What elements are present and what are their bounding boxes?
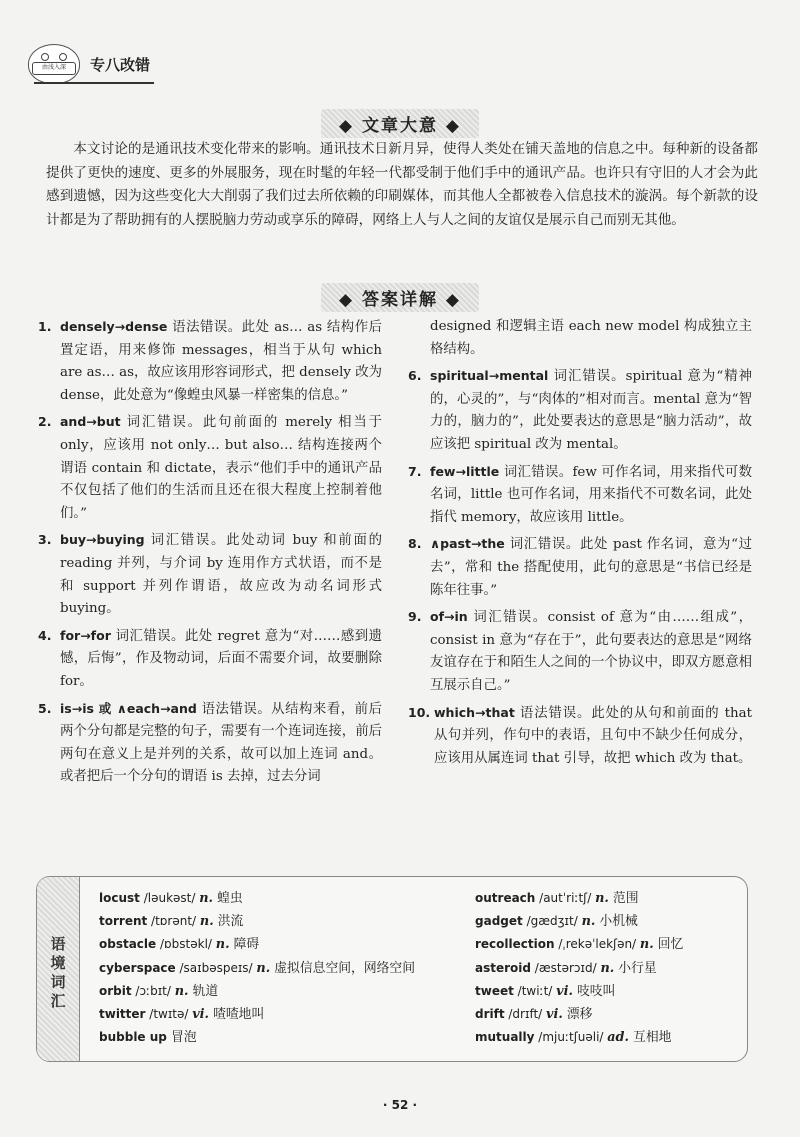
- vocab-entry: [475, 980, 735, 1003]
- vocab-meaning: 吱吱叫: [572, 983, 616, 999]
- vocab-meaning: 冒泡: [166, 1030, 197, 1046]
- answer-explanation: 词汇错误。此句前面的 merely 相当于 only，应该用 not only… but also… 结构连接两个谓语 contain 和 dictate，表示“他们手中的通讯产品不仅包括了他们的生活而且还在很大程度上控制着他们。”: [60, 415, 382, 521]
- answer-correction: is→is 或 ∧each→and: [60, 700, 197, 716]
- vocab-word: cyberspace: [99, 960, 176, 975]
- vocab-meaning: 洪流: [213, 914, 244, 930]
- vocab-pos: n.: [595, 891, 609, 906]
- answer-correction: densely→dense: [60, 319, 168, 334]
- answer-correction: buy→buying: [60, 532, 145, 548]
- vocab-word: bubble up: [99, 1030, 167, 1045]
- vocab-phonetic: /ɒbstəkl/: [156, 937, 216, 952]
- answer-number: 10.: [408, 704, 431, 720]
- vocabulary-label: 语境词汇: [50, 935, 66, 1010]
- answer-number: 9.: [408, 609, 422, 625]
- answer-correction: for→for: [60, 627, 111, 643]
- answer-correction: ∧past→the: [430, 536, 505, 552]
- answer-number: 2.: [38, 414, 52, 430]
- answer-item-5-continued: designed 和逻辑主语 each new model 构成独立主格结构。: [430, 319, 752, 357]
- vocab-pos: n.: [199, 914, 214, 930]
- answer-item-9: [408, 606, 752, 697]
- vocab-entry: [99, 1026, 459, 1049]
- vocab-word: recollection: [475, 937, 555, 952]
- answer-number: 1.: [38, 319, 52, 334]
- vocab-phonetic: /twiːt/: [513, 983, 557, 998]
- vocabulary-box: [36, 876, 748, 1062]
- vocab-entry: [99, 1003, 459, 1026]
- answer-number: 4.: [38, 627, 52, 643]
- vocab-pos: n.: [600, 960, 615, 976]
- answer-number: 5.: [38, 700, 52, 716]
- page-header: [28, 44, 150, 84]
- vocab-right-column: [475, 887, 735, 1049]
- vocab-entry: [475, 887, 735, 910]
- vocab-word: mutually: [475, 1030, 535, 1045]
- vocab-phonetic: /æstərɔɪd/: [530, 960, 601, 975]
- vocab-meaning: 小行星: [614, 960, 657, 976]
- vocab-word: asteroid: [475, 960, 531, 975]
- vocab-phonetic: /ləukəst/: [139, 891, 200, 905]
- mascot-logo-icon: [28, 44, 80, 84]
- header-underline: [34, 82, 154, 84]
- answers-title: ◆ 答案详解 ◆: [321, 283, 479, 312]
- vocab-phonetic: /ɔːbɪt/: [131, 983, 175, 998]
- vocab-pos: n.: [639, 937, 654, 953]
- answer-explanation: 词汇错误。此处 regret 意为“对……感到遗憾，后悔”，作及物动词，后面不需要介词，故要删除 for。: [60, 628, 382, 689]
- vocab-phonetic: /tɒrənt/: [147, 914, 200, 929]
- vocab-word: twitter: [99, 1007, 146, 1022]
- answer-correction: which→that: [434, 704, 515, 720]
- vocab-meaning: 虚拟信息空间，网络空间: [270, 960, 416, 976]
- answer-number: 6.: [408, 368, 422, 384]
- vocab-entry: [99, 957, 459, 980]
- vocab-meaning: 范围: [608, 891, 639, 906]
- answer-explanation: 词汇错误。此处 past 作名词，意为“过去”，常和 the 搭配使用，此句的意思是“书信已经是陈年往事。”: [430, 537, 752, 598]
- answer-correction: few→little: [430, 463, 500, 479]
- vocab-phonetic: /autˈriːtʃ/: [535, 891, 596, 905]
- answer-number: 7.: [408, 463, 422, 479]
- vocab-meaning: 蝗虫: [213, 891, 243, 906]
- answer-explanation: 语法错误。此处 as… as 结构作后置定语，用来修饰 messages，相当于从句 which are as… as，故应该用形容词形式，把 densely 改为dense，此处意为“像蝗虫风暴一样密集的信息。”: [60, 320, 382, 403]
- vocab-pos: vi.: [192, 1007, 210, 1023]
- summary-paragraph: 本文讨论的是通讯技术变化带来的影响。通讯技术日新月异，使得人类处在铺天盖地的信息之中。每种新的设备都提供了更快的速度、更多的外展服务，现在时髦的年轻一代都受制于他们手中的通讯产品。也许只有守旧的人才会为此感到遗憾，因为这些变化大大削弱了我们过去所依赖的印刷媒体，而其他人全都被卷入信息技术的漩涡。每个新款的设计都是为了帮助拥有的人摆脱脑力劳动或享乐的障碍，网络上人与人之间的友谊仅是展示自己而别无其他。: [46, 141, 758, 228]
- answer-explanation: 语法错误。从结构来看，前后两个分句都是完整的句子，需要有一个连词连接，前后两句在意义上是并列的关系，故可以加上连词 and。或者把后一个分句的谓语 is 去掉，过去分词: [60, 701, 382, 785]
- answer-correction: spiritual→mental: [430, 368, 549, 384]
- vocab-word: orbit: [99, 983, 132, 998]
- vocab-entry: [475, 1026, 735, 1049]
- summary-title: ◆ 文章大意 ◆: [321, 109, 479, 138]
- vocab-pos: vi.: [556, 983, 573, 999]
- vocab-word: torrent: [99, 914, 148, 929]
- vocab-meaning: 漂移: [562, 1007, 593, 1023]
- vocab-meaning: 回忆: [653, 937, 684, 953]
- answer-correction: and→but: [60, 414, 121, 430]
- vocab-pos: n.: [174, 983, 189, 999]
- answer-item-1: [38, 316, 382, 407]
- vocab-word: outreach: [475, 891, 536, 905]
- vocab-phonetic: /ˌrekəˈlekʃən/: [554, 937, 640, 952]
- answer-item-7: [408, 461, 752, 530]
- vocab-pos: n.: [215, 937, 230, 953]
- answer-number: 3.: [38, 532, 52, 548]
- vocab-phonetic: /gædʒɪt/: [522, 914, 582, 929]
- page-number: · 52 ·: [382, 1098, 418, 1112]
- answer-item-6: [408, 365, 752, 456]
- vocab-pos: vi.: [546, 1007, 563, 1023]
- vocab-entry: [475, 957, 735, 980]
- vocab-pos: n.: [256, 960, 271, 976]
- answer-item-10: [408, 702, 752, 771]
- vocab-meaning: 小机械: [595, 914, 638, 930]
- vocab-phonetic: /mjuːtʃuəli/: [534, 1030, 608, 1045]
- vocab-word: obstacle: [99, 937, 157, 952]
- logo-eye-left: [41, 53, 49, 61]
- answer-correction: of→in: [430, 609, 468, 625]
- answers-title-bar: [0, 283, 800, 312]
- vocab-word: drift: [475, 1007, 505, 1022]
- vocab-meaning: 轨道: [188, 983, 219, 999]
- vocab-entry: [99, 933, 459, 956]
- answer-number: 8.: [408, 536, 422, 552]
- vocab-phonetic: /drɪft/: [504, 1007, 547, 1022]
- vocab-left-column: [99, 887, 459, 1049]
- vocab-meaning: 障碍: [229, 937, 260, 953]
- vocab-entry: [475, 933, 735, 956]
- vocab-entry: [99, 980, 459, 1003]
- vocab-pos: ad.: [607, 1030, 629, 1046]
- vocab-word: locust: [99, 891, 140, 905]
- vocab-word: tweet: [475, 983, 514, 998]
- answer-explanation: 词汇错误。consist of 意为“由……组成”，consist in 意为“存在于”，此句要表达的意思是“网络友谊存在于和陌生人之间的一个协议中，即双方愿意相互展示自己。”: [430, 610, 752, 693]
- answers-left-column: [38, 316, 382, 793]
- answer-item-3: [38, 529, 382, 620]
- vocab-entry: [475, 1003, 735, 1026]
- answer-explanation: 词汇错误。few 可作名词，用来指代可数名词，little 也可作名词，用来指代不可数名词，此处指代 memory，故应该用 little。: [430, 464, 752, 525]
- vocab-pos: n.: [581, 914, 596, 930]
- summary-title-bar: [0, 109, 800, 138]
- answer-item-4: [38, 625, 382, 694]
- logo-text: 由浅入深: [32, 62, 76, 75]
- logo-eye-right: [59, 53, 67, 61]
- section-heading: 专八改错: [90, 55, 151, 74]
- vocab-phonetic: /twɪtə/: [145, 1007, 193, 1022]
- vocab-pos: n.: [199, 891, 213, 906]
- vocab-word: gadget: [475, 914, 523, 929]
- answer-explanation: 词汇错误。spiritual 意为“精神的，心灵的”，与“肉体的”相对而言。mental 意为“智力的，脑力的”，此处要表达的意思是“脑力活动”，故应该把 spiritual 改为 mental。: [430, 369, 752, 452]
- answer-item-2: [38, 411, 382, 525]
- answer-item-8: [408, 533, 752, 602]
- vocab-phonetic: /saɪbəspeɪs/: [175, 960, 257, 975]
- answer-explanation: 词汇错误。此处动词 buy 和前面的 reading 并列，与介词 by 连用作方式状语，而不是和 support 并列作谓语，故应改为动名词形式 buying。: [60, 533, 382, 617]
- vocab-meaning: 互相地: [628, 1030, 672, 1046]
- answers-right-column: [408, 316, 752, 774]
- vocab-entry: [475, 910, 735, 933]
- answer-item-5: [38, 698, 382, 789]
- answer-explanation: 语法错误。此处的从句和前面的 that 从句并列，作句中的表语，且句中不缺少任何成分，应该用从属连词 that 引导，故把 which 改为 that。: [434, 705, 752, 766]
- vocab-meaning: 喳喳地叫: [209, 1007, 265, 1023]
- vocab-entry: [99, 887, 459, 910]
- vocab-entry: [99, 910, 459, 933]
